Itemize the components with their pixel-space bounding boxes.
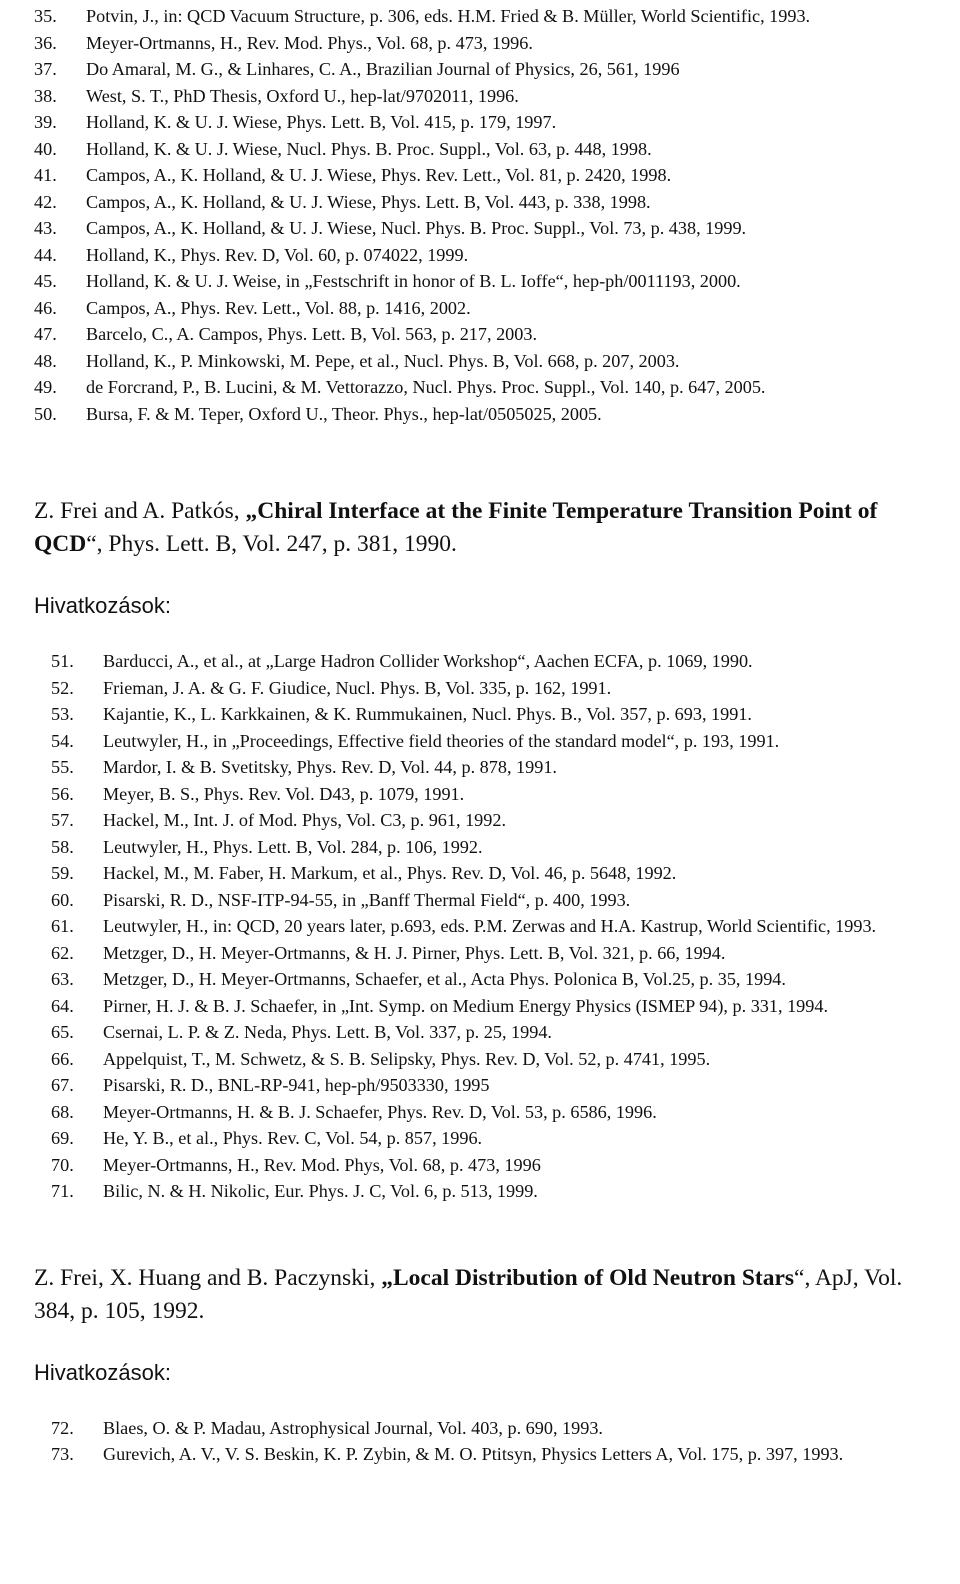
reference-item [51, 754, 948, 781]
reference-item [51, 1072, 948, 1099]
reference-text: Holland, K. & U. J. Weise, in „Festschrift in honor of B. L. Ioffe“, hep-ph/0011193, 2000. [86, 271, 741, 291]
reference-number: 46. [34, 297, 57, 318]
reference-text: Metzger, D., H. Meyer-Ortmanns, & H. J. Pirner, Phys. Lett. B, Vol. 321, p. 66, 1994. [103, 942, 726, 963]
reference-number: 63. [51, 969, 74, 989]
reference-number: 68. [51, 1101, 74, 1122]
reference-number: 51. [51, 651, 74, 671]
reference-text: Pisarski, R. D., NSF-ITP-94-55, in „Banff Thermal Field“, p. 400, 1993. [103, 889, 631, 910]
reference-list-2 [34, 648, 948, 1205]
reference-text: Meyer-Ortmanns, H., Rev. Mod. Phys, Vol. 68, p. 473, 1996 [103, 1154, 541, 1175]
reference-text: Frieman, J. A. & G. F. Giudice, Nucl. Phys. B, Vol. 335, p. 162, 1991. [103, 677, 612, 698]
reference-item [51, 966, 948, 993]
reference-text: Holland, K., Phys. Rev. D, Vol. 60, p. 074022, 1999. [86, 244, 469, 265]
reference-item [34, 348, 948, 375]
reference-item [51, 728, 948, 755]
publication-close-quote: “ [86, 531, 97, 557]
reference-text: Gurevich, A. V., V. S. Beskin, K. P. Zybin, & M. O. Ptitsyn, Physics Letters A, Vol. 175, p. 397, 1993. [103, 1444, 844, 1464]
reference-number: 47. [34, 324, 57, 344]
reference-number: 40. [34, 138, 57, 159]
reference-number: 66. [51, 1048, 74, 1069]
hivatkozasok-label: Hivatkozások: [34, 1359, 171, 1385]
reference-item [51, 807, 948, 834]
reference-number: 43. [34, 218, 57, 238]
reference-text: Hackel, M., Int. J. of Mod. Phys, Vol. C3, p. 961, 1992. [103, 810, 507, 830]
reference-text: Meyer-Ortmanns, H. & B. J. Schaefer, Phys. Rev. D, Vol. 53, p. 6586, 1996. [103, 1101, 657, 1122]
reference-text: Hackel, M., M. Faber, H. Markum, et al., Phys. Rev. D, Vol. 46, p. 5648, 1992. [103, 863, 677, 883]
reference-number: 38. [34, 85, 57, 106]
reference-text: Pisarski, R. D., BNL-RP-941, hep-ph/9503330, 1995 [103, 1075, 490, 1095]
reference-text: Leutwyler, H., in „Proceedings, Effective field theories of the standard model“, p. 193, 1991. [103, 730, 780, 751]
publication-title: Chiral Interface at the Finite Temperature Transition Point of QCD [34, 498, 878, 557]
reference-item [34, 30, 948, 57]
reference-number: 59. [51, 863, 74, 883]
reference-number: 58. [51, 836, 74, 857]
publication-heading-2 [34, 1262, 948, 1328]
reference-number: 61. [51, 916, 74, 936]
reference-number: 55. [51, 757, 74, 777]
reference-item [34, 295, 948, 322]
publication-open-quote: „ [381, 1264, 393, 1291]
reference-item [34, 3, 948, 30]
reference-number: 44. [34, 244, 57, 265]
reference-number: 67. [51, 1075, 74, 1095]
reference-number: 39. [34, 112, 57, 132]
reference-text: Campos, A., K. Holland, & U. J. Wiese, Nucl. Phys. B. Proc. Suppl., Vol. 73, p. 438, 1999. [86, 218, 747, 238]
reference-number: 57. [51, 810, 74, 830]
reference-list-3 [34, 1415, 948, 1468]
reference-number: 37. [34, 59, 57, 79]
reference-text: Appelquist, T., M. Schwetz, & S. B. Selipsky, Phys. Rev. D, Vol. 52, p. 4741, 1995. [103, 1048, 711, 1069]
reference-number: 62. [51, 942, 74, 963]
reference-number: 53. [51, 704, 74, 724]
reference-item [34, 401, 948, 428]
publication-authors: Z. Frei, X. Huang and B. Paczynski, [34, 1264, 382, 1291]
reference-item [34, 83, 948, 110]
reference-item [34, 136, 948, 163]
reference-number: 70. [51, 1154, 74, 1175]
reference-text: Csernai, L. P. & Z. Neda, Phys. Lett. B, Vol. 337, p. 25, 1994. [103, 1022, 552, 1042]
reference-number: 56. [51, 783, 74, 804]
reference-number: 45. [34, 271, 57, 291]
reference-text: Bursa, F. & M. Teper, Oxford U., Theor. Phys., hep-lat/0505025, 2005. [86, 403, 602, 424]
reference-text: Holland, K., P. Minkowski, M. Pepe, et al., Nucl. Phys. B, Vol. 668, p. 207, 2003. [86, 350, 680, 371]
reference-text: Bilic, N. & H. Nikolic, Eur. Phys. J. C, Vol. 6, p. 513, 1999. [103, 1181, 538, 1201]
reference-number: 50. [34, 403, 57, 424]
reference-text: Campos, A., K. Holland, & U. J. Wiese, Phys. Lett. B, Vol. 443, p. 338, 1998. [86, 191, 651, 212]
reference-text: He, Y. B., et al., Phys. Rev. C, Vol. 54, p. 857, 1996. [103, 1128, 483, 1148]
reference-text: Campos, A., K. Holland, & U. J. Wiese, Phys. Rev. Lett., Vol. 81, p. 2420, 1998. [86, 165, 672, 185]
reference-item [51, 940, 948, 967]
reference-text: Metzger, D., H. Meyer-Ortmanns, Schaefer, et al., Acta Phys. Polonica B, Vol.25, p. 35, 1994. [103, 969, 786, 989]
publication-close-quote: “ [794, 1264, 805, 1291]
publication-open-quote: „ [245, 498, 258, 524]
reference-item [34, 321, 948, 348]
reference-number: 71. [51, 1181, 74, 1201]
reference-item [34, 268, 948, 295]
reference-text: Holland, K. & U. J. Wiese, Phys. Lett. B, Vol. 415, p. 179, 1997. [86, 112, 557, 132]
reference-item [51, 860, 948, 887]
reference-text: Leutwyler, H., in: QCD, 20 years later, p.693, eds. P.M. Zerwas and H.A. Kastrup, World Scientific, 1993. [103, 916, 877, 936]
reference-item [51, 1099, 948, 1126]
reference-item [51, 1415, 948, 1442]
reference-text: de Forcrand, P., B. Lucini, & M. Vettorazzo, Nucl. Phys. Proc. Suppl., Vol. 140, p. 647, 2005. [86, 377, 766, 397]
reference-text: Barcelo, C., A. Campos, Phys. Lett. B, Vol. 563, p. 217, 2003. [86, 324, 537, 344]
publication-title: Local Distribution of Old Neutron Stars [392, 1264, 795, 1291]
reference-item [51, 1019, 948, 1046]
reference-item [34, 374, 948, 401]
reference-list-1 [34, 0, 948, 427]
reference-item [34, 109, 948, 136]
reference-text: Holland, K. & U. J. Wiese, Nucl. Phys. B. Proc. Suppl., Vol. 63, p. 448, 1998. [86, 138, 652, 159]
reference-item [51, 834, 948, 861]
reference-number: 36. [34, 32, 57, 53]
reference-text: Leutwyler, H., Phys. Lett. B, Vol. 284, p. 106, 1992. [103, 836, 483, 857]
publication-authors: Z. Frei and A. Patkós, [34, 498, 246, 524]
reference-text: Campos, A., Phys. Rev. Lett., Vol. 88, p. 1416, 2002. [86, 297, 471, 318]
reference-text: Potvin, J., in: QCD Vacuum Structure, p. 306, eds. H.M. Fried & B. Müller, World Scientific, 1993. [86, 6, 811, 26]
reference-item [51, 1125, 948, 1152]
publication-citation: , ApJ, Vol. 384, p. 105, 1992. [34, 1264, 903, 1324]
reference-number: 42. [34, 191, 57, 212]
reference-item [34, 162, 948, 189]
reference-text: Meyer, B. S., Phys. Rev. Vol. D43, p. 1079, 1991. [103, 783, 465, 804]
reference-number: 41. [34, 165, 57, 185]
reference-item [51, 1178, 948, 1205]
reference-number: 65. [51, 1022, 74, 1042]
reference-number: 60. [51, 889, 74, 910]
hivatkozasok-label: Hivatkozások: [34, 593, 171, 618]
reference-item [34, 215, 948, 242]
reference-number: 73. [51, 1444, 74, 1464]
reference-item [51, 675, 948, 702]
reference-text: Kajantie, K., L. Karkkainen, & K. Rummukainen, Nucl. Phys. B., Vol. 357, p. 693, 1991. [103, 704, 752, 724]
reference-item [51, 701, 948, 728]
reference-item [51, 1441, 948, 1468]
reference-number: 48. [34, 350, 57, 371]
reference-text: Meyer-Ortmanns, H., Rev. Mod. Phys., Vol. 68, p. 473, 1996. [86, 32, 533, 53]
reference-item [51, 993, 948, 1020]
reference-number: 72. [51, 1417, 74, 1438]
reference-item [51, 648, 948, 675]
reference-item [51, 781, 948, 808]
reference-item [51, 913, 948, 940]
reference-number: 54. [51, 730, 74, 751]
reference-number: 49. [34, 377, 57, 397]
reference-number: 52. [51, 677, 74, 698]
reference-text: Pirner, H. J. & B. J. Schaefer, in „Int. Symp. on Medium Energy Physics (ISMEP 94), p. 331, 1994. [103, 995, 828, 1016]
reference-item [34, 242, 948, 269]
reference-number: 35. [34, 6, 57, 26]
reference-text: West, S. T., PhD Thesis, Oxford U., hep-lat/9702011, 1996. [86, 85, 519, 106]
reference-item [51, 1152, 948, 1179]
publication-heading-1 [34, 495, 948, 561]
reference-text: Barducci, A., et al., at „Large Hadron Collider Workshop“, Aachen ECFA, p. 1069, 1990. [103, 651, 753, 671]
reference-number: 64. [51, 995, 74, 1016]
reference-text: Mardor, I. & B. Svetitsky, Phys. Rev. D, Vol. 44, p. 878, 1991. [103, 757, 557, 777]
reference-number: 69. [51, 1128, 74, 1148]
reference-text: Blaes, O. & P. Madau, Astrophysical Journal, Vol. 403, p. 690, 1993. [103, 1417, 603, 1438]
reference-item [34, 189, 948, 216]
reference-text: Do Amaral, M. G., & Linhares, C. A., Brazilian Journal of Physics, 26, 561, 1996 [86, 59, 680, 79]
reference-item [51, 887, 948, 914]
reference-item [34, 56, 948, 83]
publication-citation: , Phys. Lett. B, Vol. 247, p. 381, 1990. [96, 531, 457, 557]
reference-item [51, 1046, 948, 1073]
